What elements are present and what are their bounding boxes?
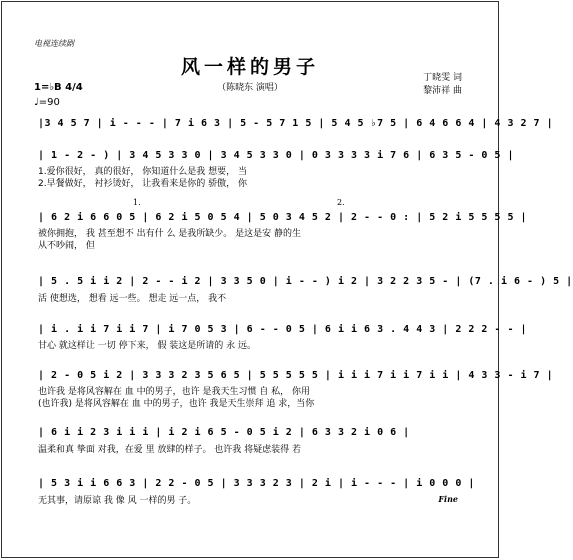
lyricist-credit: 丁晓雯 词 [423,73,462,83]
song-title: 风一样的男子 [180,56,319,78]
key-signature: 1=♭B 4/4 [34,82,83,93]
lyric-line: 1.爱你很好， 真的很好， 你知道什么是我 想要， 当 [38,167,248,177]
lyric-line: (也许我) 是将风容解在 血 中的男子，也许 我是天生崇拜 追 求，当你 [38,399,315,409]
sheet-music-page [1,1,573,558]
lyric-line: 甘心 就这样让 一切 停下来， 假 装这是所请的 永 远。 [38,341,257,351]
lyric-line: 活 使想选， 想看 远一些。 想走 远一点， 我不 [38,294,227,304]
notation-row-4: | 5 . 5 i i 2 | 2 - - i 2 | 3 3 5 0 | i - - ) i 2 | 3 2 2 3 5 - | (7 . i 6 - ) 5 | [38,276,573,287]
notation-row-7: | 6 i i 2 3 i i i | i 2 i 6 5 - 0 5 i 2 | 6 3 3 2 i 0 6 | [38,427,410,438]
composer-credit: 黎沛祥 曲 [423,86,462,96]
performer-line: （陈晓东 演唱） [217,83,283,93]
tempo-marking: ♩=90 [34,97,60,108]
notation-row-6: | 2 - 0 5 i 2 | 3 3 3 2 3 5 6 5 | 5 5 5 5 5 | i i i 7 i i 7 i i | 4 3 3 - i 7 | [38,370,554,381]
lyric-line: 温柔和真 挚面 对我，在爱 里 放肆的样子。 也许我 将疑虑装得 若 [38,445,302,455]
notation-row-1: |3 4 5 7 | i - - - | 7 i 6 3 | 5 - 5 7 1 5 | 5 4 5 ♭7 5 | 6 4 6 6 4 | 4 3 2 7 | [38,118,554,129]
notation-row-2: | 1 - 2 - ) | 3 4 5 3 3 0 | 3 4 5 3 3 0 | 0 3 3 3 3 i 7 6 | 6 3 5 - 0 5 | [38,150,514,161]
lyric-line: 无其事，请原谅 我 像 风 一样的男 子。 [38,496,197,506]
volta-2-marker: 2. [337,198,345,207]
category-label: 电视连续剧 [34,39,74,48]
notation-row-8: | 5 3 i i 6 6 3 | 2 2 - 0 5 | 3 3 3 2 3 | 2 i | i - - - | i 0 0 0 | [38,478,475,489]
lyric-line: 也许我 是将风容解在 血 中的男子，也许 是我天生习惯 自 私， 你用 [38,387,311,397]
volta-1-marker: 1. [133,198,141,207]
fine-mark: Fine [438,494,458,504]
lyric-line: 2.早餐做好， 衬衫烫好， 让我看来是你的 骄傲， 你 [38,179,248,189]
notation-row-3: | 6 2 i 6 6 0 5 | 6 2 i 5 0 5 4 | 5 0 3 4 5 2 | 2 - - 0 : | 5 2 i 5 5 5 5 | [38,212,528,223]
lyric-line: 被你拥抱， 我 甚至想不 出有什 么 是我所缺少。 是这是安 静的生 [38,229,302,239]
notation-row-5: | i . i i 7 i i 7 | i 7 0 5 3 | 6 - - 0 5 | 6 i i 6 3 . 4 4 3 | 2 2 2 - - | [38,324,528,335]
lyric-line: 从不吵闹， 但 [38,241,95,251]
